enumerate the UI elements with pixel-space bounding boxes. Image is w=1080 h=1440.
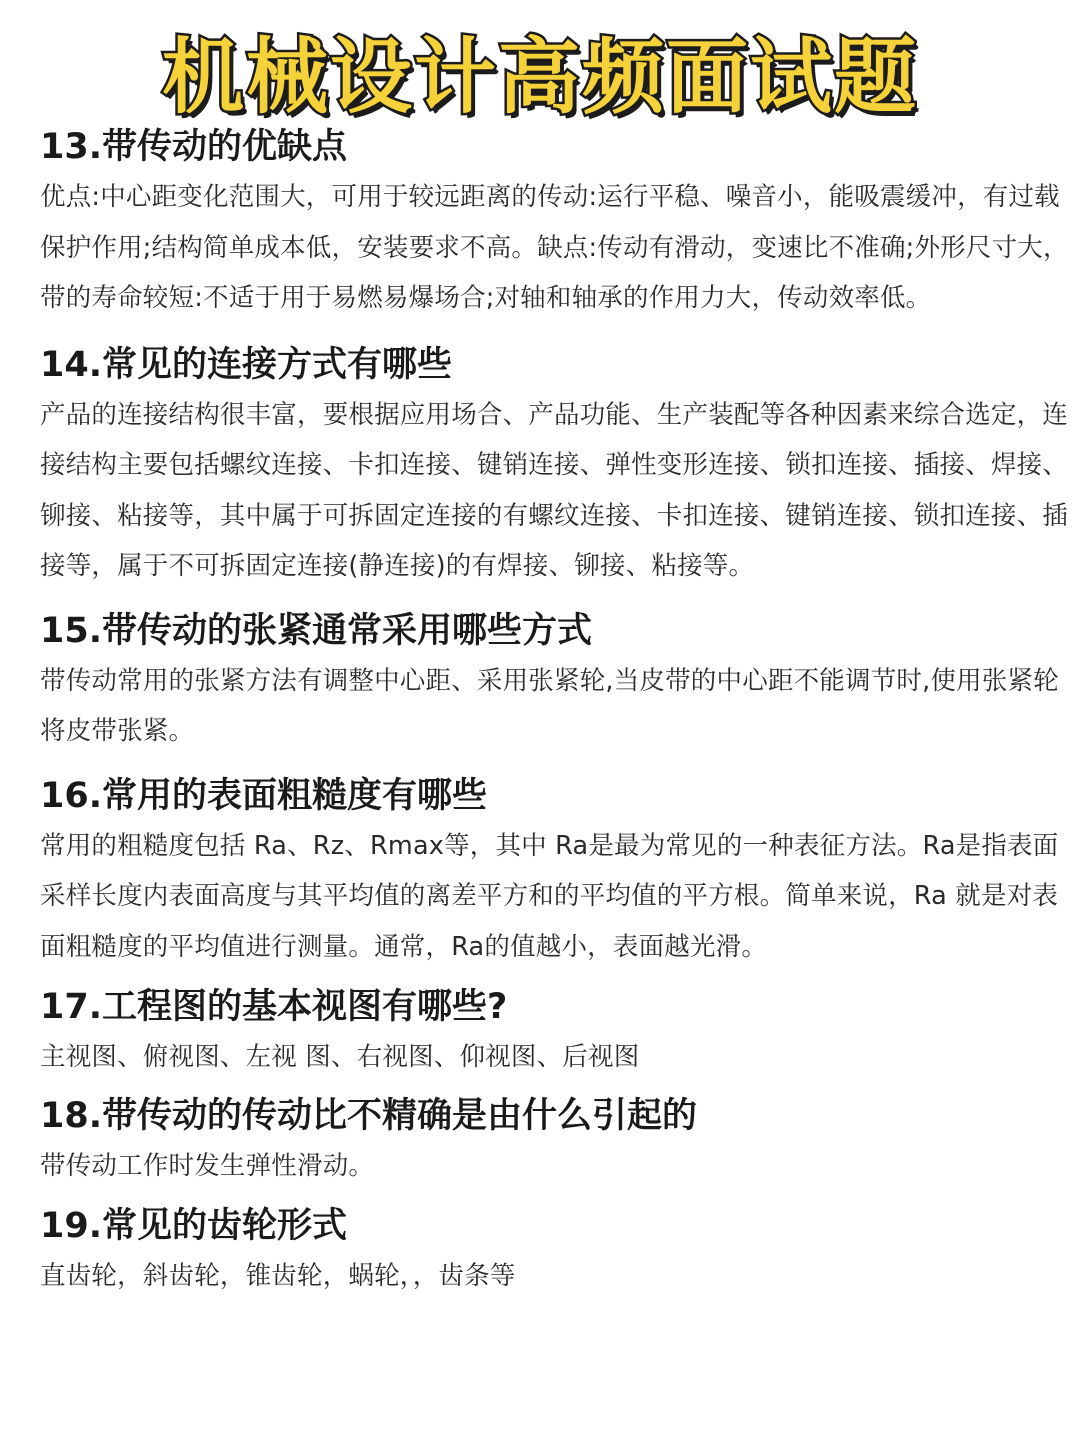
qa-item-13	[40, 122, 1070, 324]
question-heading: 13.带传动的优缺点	[40, 127, 348, 167]
question-answer: 带传动常用的张紧方法有调整中心距、采用张紧轮,当皮带的中心距不能调节时,使用张紧轮将皮带张紧。	[40, 665, 1059, 746]
qa-item-14	[40, 340, 1070, 592]
question-heading: 16.常用的表面粗糙度有哪些	[40, 775, 488, 816]
question-heading: 19.常见的齿轮形式	[40, 1206, 348, 1246]
question-heading: 18.带传动的传动比不精确是由什么引起的	[40, 1095, 698, 1136]
qa-item-19	[40, 1201, 1070, 1302]
question-answer: 常用的粗糙度包括 Ra、Rz、Rmax等，其中 Ra是最为常见的一种表征方法。Ra是指表面采样长度内表面高度与其平均值的离差平方和的平均值的平方根。简单来说，Ra 就是对表面粗糙度的平均值进行测量。通常，Ra的值越小，表面越光滑。	[40, 830, 1059, 962]
qa-item-18	[40, 1091, 1070, 1192]
question-answer: 产品的连接结构很丰富，要根据应用场合、产品功能、生产装配等各种因素来综合选定，连接结构主要包括螺纹连接、卡扣连接、键销连接、弹性变形连接、锁扣连接、插接、焊接、铆接、粘接等，其中属于可拆固定连接的有螺纹连接、卡扣连接、键销连接、锁扣连接、插接等，属于不可拆固定连接(静连接)的有焊接、铆接、粘接等。	[40, 399, 1069, 581]
question-answer: 带传动工作时发生弹性滑动。	[40, 1150, 375, 1181]
question-heading: 17.工程图的基本视图有哪些?	[40, 987, 508, 1027]
qa-item-16	[40, 771, 1070, 973]
question-answer: 主视图、俯视图、左视 图、右视图、仰视图、后视图	[40, 1042, 640, 1072]
page-title: 机械设计高频面试题	[161, 30, 918, 125]
qa-list	[40, 122, 1070, 1302]
qa-item-15	[40, 606, 1070, 757]
question-heading: 14.常见的连接方式有哪些	[40, 344, 453, 385]
question-answer: 直齿轮，斜齿轮，锥齿轮，蜗轮，，齿条等	[40, 1261, 516, 1291]
question-heading: 15.带传动的张紧通常采用哪些方式	[40, 610, 593, 651]
question-answer: 优点:中心距变化范围大，可用于较远距离的传动:运行平稳、噪音小，能吸震缓冲，有过载保护作用;结构简单成本低，安装要求不高。缺点:传动有滑动，变速比不准确;外形尺寸大，带的寿命较短:不适于用于易燃易爆场合;对轴和轴承的作用力大，传动效率低。	[40, 182, 1069, 313]
qa-item-17	[40, 982, 1070, 1083]
